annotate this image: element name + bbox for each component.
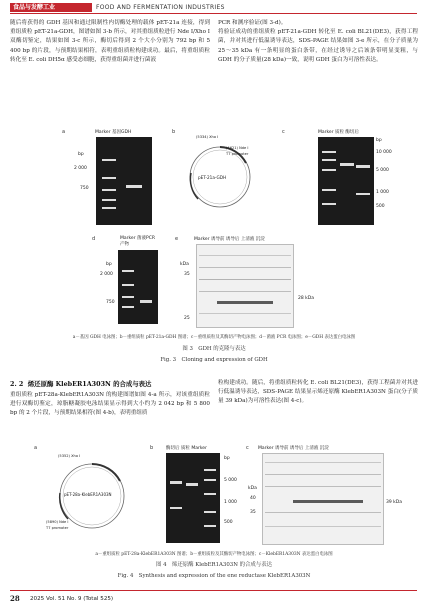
fig4-panel-c-sds-gel: [262, 453, 384, 545]
fig3-panel-c-marker-1000: 1 000: [376, 190, 389, 195]
fig4-panel-c-letter: c: [246, 445, 249, 451]
fig3-panel-a-header: Marker 基因GDH: [95, 130, 132, 135]
fig4-panel-b-marker-500: 500: [224, 520, 233, 525]
fig4-caption-en: Fig. 4 Synthesis and expression of the ene reductase KlebER1A303N: [117, 573, 311, 579]
fig3-panel-d-gel-image: [118, 250, 158, 324]
fig4-panel-c-band-annotation: 39 kDa: [386, 500, 402, 505]
fig3-caption-en: Fig. 3 Cloning and expression of GDH: [160, 357, 268, 363]
fig3-panel-d-header: Marker 菌液PCR产物: [120, 236, 155, 247]
fig3-panel-c-header: Marker 质粒 酶切后: [318, 130, 359, 135]
fig3-panel-d-letter: d: [92, 236, 96, 242]
footer-divider: [10, 590, 417, 591]
issue-info: 2025 Vol. 51 No. 9 (Total 525): [30, 596, 114, 602]
fig4-panel-c-marker-35: 35: [250, 510, 256, 515]
fig3-panel-c-gel-image: [318, 137, 374, 225]
fig4-panel-b-header: 酶切后 质粒 Marker: [166, 446, 207, 451]
section-heading: [10, 379, 151, 388]
fig4-panel-c-marker-40: 40: [250, 496, 256, 501]
fig4-panel-c-header: Marker 诱导前 诱导后 上清液 沉淀: [258, 446, 329, 451]
fig4-panel-a-site-1: (5352) Xho I: [58, 454, 81, 458]
fig3-panel-e-axis-unit: kDa: [180, 262, 189, 267]
fig3-panel-a-gel-image: [96, 137, 152, 225]
fig3-panel-b-site-2: (4621) Nde I: [226, 146, 249, 150]
fig3-panel-b-site-1: (5334) Xho I: [196, 135, 219, 139]
fig3-panel-c-marker-10000: 10 000: [376, 150, 392, 155]
header-divider: [10, 13, 417, 14]
fig3-panel-b-plasmid-name: pET-21a-GDH: [198, 175, 227, 180]
fig4-panel-b-marker-5000: 5 000: [224, 478, 237, 483]
section-title: 烯还原酶 KlebER1A303N 的合成与表达: [27, 380, 152, 388]
fig4-panel-b-letter: b: [150, 445, 154, 451]
fig3-panel-e-sds-gel: [196, 244, 294, 328]
journal-title-cn-badge: [10, 3, 92, 12]
fig3-panel-e-marker-25: 25: [184, 316, 190, 321]
fig3-panel-c-marker-5000: 5 000: [376, 168, 389, 173]
fig4-panel-b-gel-image: [166, 453, 220, 543]
journal-title-cn: 食品与发酵工业: [13, 4, 56, 11]
fig3-panel-a-marker-750: 750: [80, 186, 89, 191]
section-number: 2. 2: [10, 380, 24, 388]
fig3-panel-e-marker-35: 35: [184, 272, 190, 277]
fig3-panel-d-axis-unit: bp: [106, 262, 112, 267]
fig4-legend: a－重组质粒 pET-28a-KlebER1A303N 图谱；b－重组质粒及其酶切产物电泳图；c－KlebER1A303N 表达蛋白电泳图: [95, 552, 333, 557]
fig3-panel-b-letter: b: [172, 129, 176, 135]
fig3-panel-a-letter: a: [62, 129, 66, 135]
fig4-panel-b-axis-unit: bp: [224, 456, 230, 461]
fig3-panel-d-marker-2000: 2 000: [100, 272, 113, 277]
fig3-caption-cn: 图 3 GDH 的克隆与表达: [182, 346, 246, 352]
fig4-panel-a-site-2: (5890) Nde I: [46, 520, 69, 524]
fig4-panel-a-plasmid-name: pET-28a-KlebER1A303N: [64, 492, 112, 497]
body-text-right-bottom: 粒构建成功。随后，将重组质粒转化 E. coli BL21(DE3)，获得工程菌并对其进行低温诱导表达，SDS-PAGE 结果显示烯还原酶 KlebER1A303N 蛋白(分子质量 39 kDa)为可溶性表达(图 4-c)。: [218, 380, 418, 405]
journal-title-en: FOOD AND FERMENTATION INDUSTRIES: [96, 4, 225, 11]
fig3-panel-d-marker-750: 750: [106, 300, 115, 305]
fig3-panel-c-marker-500: 500: [376, 204, 385, 209]
fig3-panel-e-header: Marker 诱导前 诱导后 上清液 沉淀: [194, 237, 265, 242]
body-text-right-top: PCR 和测序验证(图 3-d)。 将验证成功的重组质粒 pET-21a-GDH 转化至 E. coli BL21(DE3)，获得工程菌，并对其进行低温诱导表达，SDS-PAGE 结果如图 3-e 所示，在分子质量为 25～35 kDa 有一条明显的蛋白条带，在经过诱导之后该条带明显变粗，与 GDH 的分子质量(28 kDa)一致，说明 GDH 蛋白为可溶性表达。: [218, 20, 418, 63]
fig4-panel-a-promoter: T7 promoter: [46, 526, 69, 530]
body-text-left-top: 随后将获得的 GDH 基因和通过限制性内切酶处理的载体 pET-21a 连接，得到重组质粒 pET-21a-GDH，图谱如图 3-b 所示，对其重组质粒进行 Nde I/Xho I 双酶切鉴定，结果如图 3-c 所示，酶切后得到 2 个大小分别为 792 bp 和 5 400 bp 的片段，与预期结果相符，表明重组质粒构建成功。最后，将重组质粒转化至 E. coli DH5α 感受态细胞，获得重组菌并进行菌液: [10, 20, 210, 63]
fig4-panel-b-marker-1000: 1 000: [224, 500, 237, 505]
fig3-legend: a－基因 GDH 电泳图；b－重组质粒 pET-21a-GDH 图谱；c－重组质粒及其酶切产物电泳图；d－菌液 PCR 电泳图；e－GDH 表达蛋白电泳图: [72, 335, 356, 340]
fig3-panel-e-letter: e: [175, 236, 179, 242]
fig3-panel-e-band-annotation: 28 kDa: [298, 296, 314, 301]
page-number: 28: [10, 594, 20, 603]
fig3-panel-b-promoter: T7 promoter: [226, 152, 249, 156]
fig3-panel-c-letter: c: [282, 129, 285, 135]
fig3-panel-a-marker-2000: 2 000: [74, 166, 87, 171]
fig4-panel-c-axis-unit: kDa: [248, 486, 257, 491]
fig4-caption-cn: 图 4 烯还原酶 KlebER1A303N 的合成与表达: [156, 562, 272, 568]
fig4-panel-a-letter: a: [34, 445, 38, 451]
fig3-panel-a-axis-unit: bp: [78, 152, 84, 157]
body-text-left-bottom: 重组质粒 pET-28a-KlebER1A303N 的构建图谱如图 4-a 所示，对该重组质粒进行双酶切鉴定，琼脂糖凝胶电泳结果显示得到大小约为 2 042 bp 和 5 800 bp 的 2 个片段，与预期结果相符(图 4-b)，表明重组质: [10, 392, 210, 417]
fig3-panel-c-axis-unit: bp: [376, 138, 382, 143]
